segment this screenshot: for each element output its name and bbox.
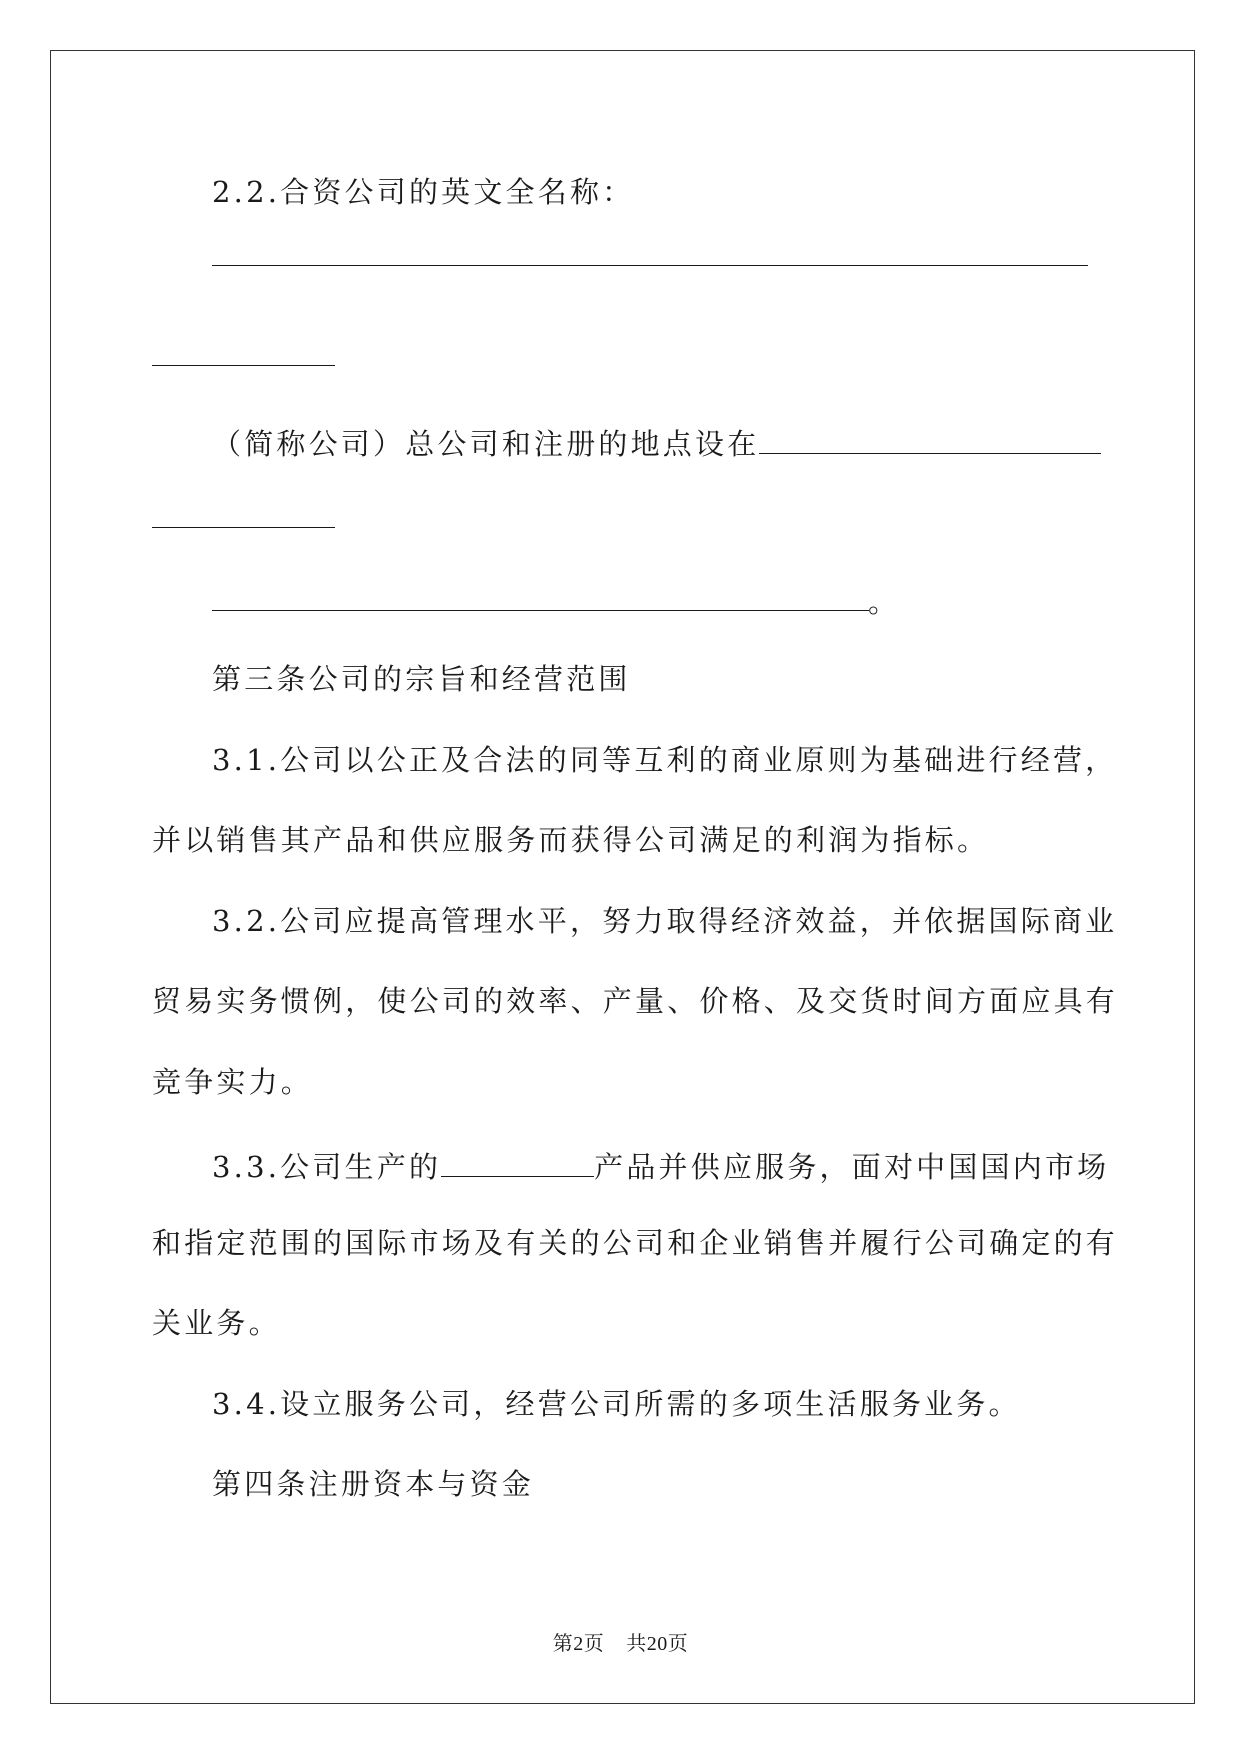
registered-location-blank (759, 425, 1101, 454)
clause-3-1-line-2: 并以销售其产品和供应服务而获得公司满足的利润为指标。 (152, 823, 990, 857)
page-total: 共20页 (626, 1633, 689, 1655)
page-number: 第2页 (552, 1633, 605, 1655)
article-3-title: 第三条公司的宗旨和经营范围 (212, 662, 631, 696)
clause-3-2-line-2: 贸易实务惯例，使公司的效率、产量、价格、及交货时间方面应具有 (152, 984, 1119, 1018)
product-blank (441, 1148, 594, 1177)
clause-3-3-line-2: 和指定范围的国际市场及有关的公司和企业销售并履行公司确定的有 (152, 1226, 1119, 1260)
sentence-period: 。 (868, 585, 901, 619)
fill-in-blank-line (212, 265, 1088, 266)
clause-3-2-line-1: 3.2.公司应提高管理水平，努力取得经济效益，并依据国际商业 (212, 904, 1118, 938)
fill-in-blank-line (212, 610, 869, 611)
fill-in-blank-line (152, 527, 335, 528)
registered-location-line (212, 425, 1101, 459)
page-footer (0, 1627, 1241, 1656)
fill-in-blank-line (152, 365, 335, 366)
clause-3-3-suffix: 产品并供应服务，面对中国国内市场 (594, 1150, 1110, 1184)
clause-3-3-prefix: 3.3.公司生产的 (212, 1150, 442, 1184)
page-border (50, 50, 1195, 1704)
clause-3-3-line-1 (212, 1148, 1109, 1182)
registered-location-label: （简称公司）总公司和注册的地点设在 (212, 427, 760, 461)
clause-3-2-line-3: 竞争实力。 (152, 1065, 314, 1099)
article-4-title: 第四条注册资本与资金 (212, 1467, 535, 1501)
clause-2-2-heading: 2.2.合资公司的英文全名称： (212, 175, 635, 209)
clause-3-1-line-1: 3.1.公司以公正及合法的同等互利的商业原则为基础进行经营， (212, 743, 1118, 777)
clause-3-3-line-3: 关业务。 (152, 1306, 281, 1340)
clause-3-4: 3.4.设立服务公司，经营公司所需的多项生活服务业务。 (212, 1387, 1021, 1421)
